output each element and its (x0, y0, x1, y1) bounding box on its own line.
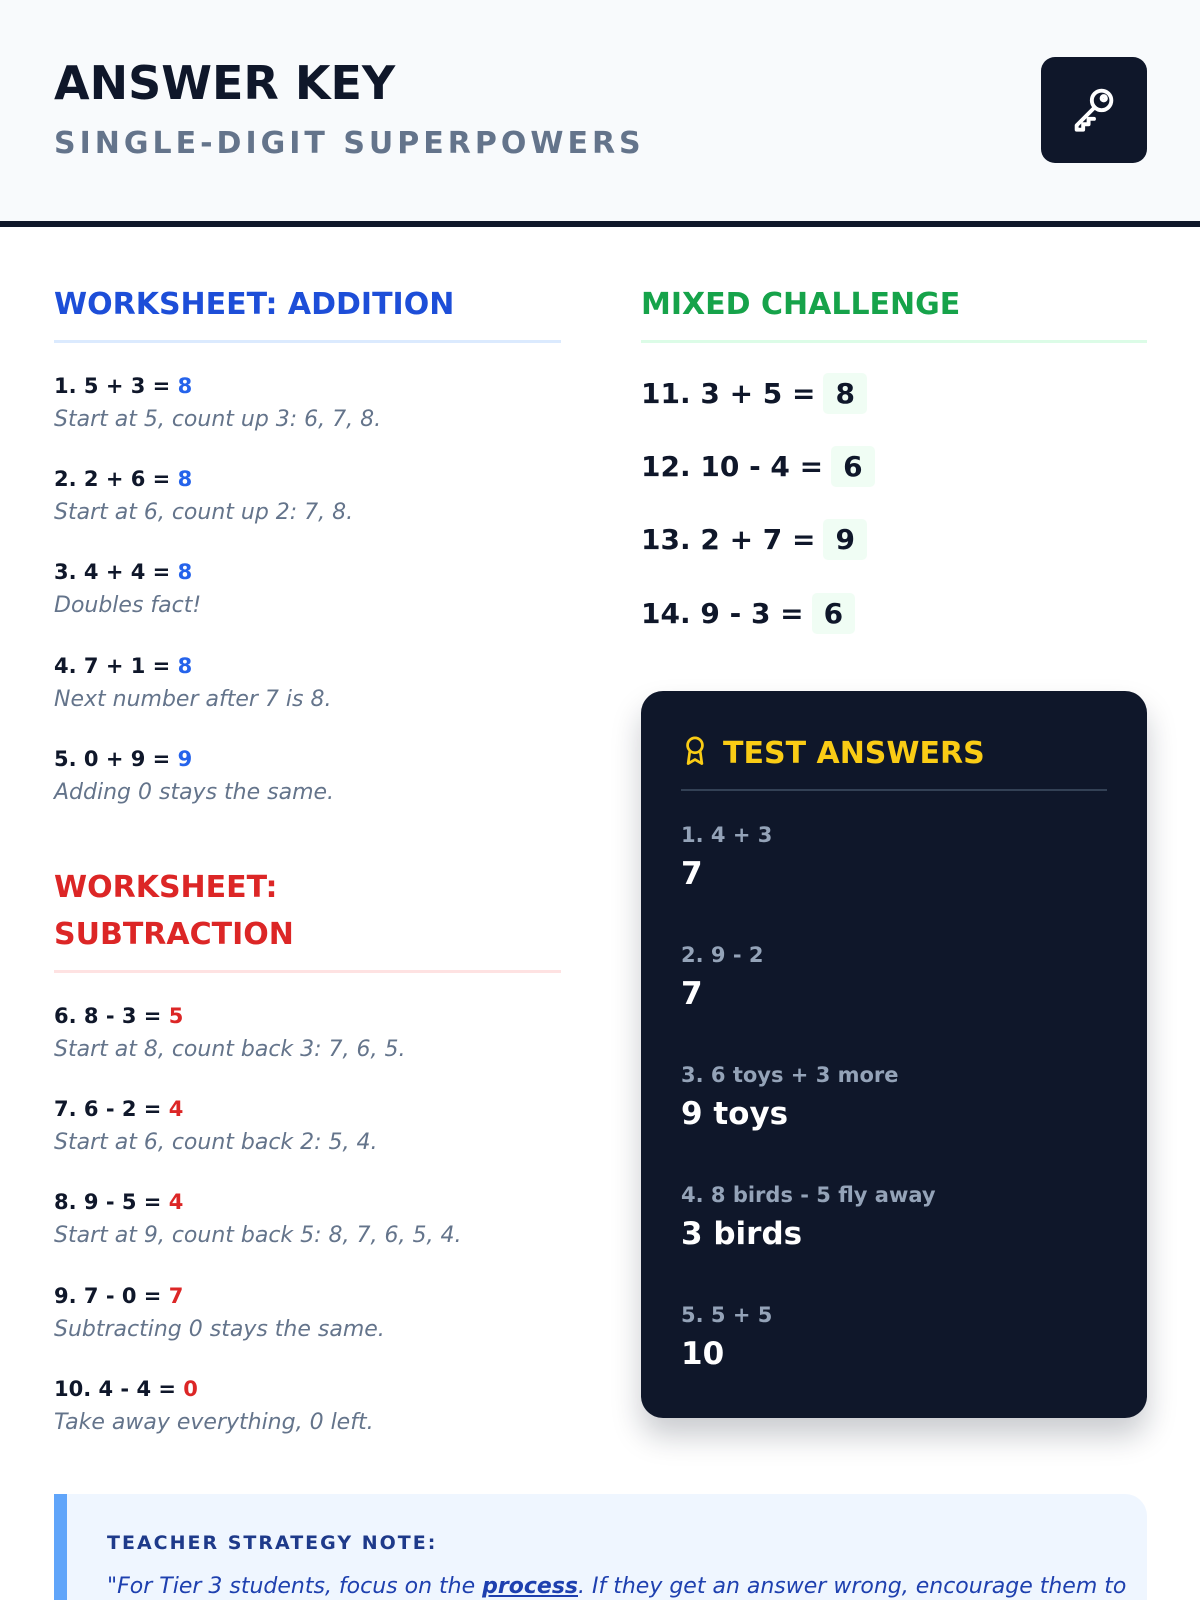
test-question: 2. 9 - 2 (681, 943, 764, 967)
teacher-note (54, 1494, 1147, 1600)
mixed-item-12: 12. 10 - 4 = 6 (641, 446, 875, 487)
test-answer: 7 (681, 976, 703, 1012)
test-question: 1. 4 + 3 (681, 823, 773, 847)
key-icon (1068, 82, 1120, 138)
teacher-note-title: TEACHER STRATEGY NOTE: (107, 1532, 438, 1554)
mixed-divider (641, 340, 1147, 343)
subtraction-answer: 5 (168, 1004, 184, 1028)
page-title: ANSWER KEY (54, 56, 396, 110)
mixed-answer: 9 (823, 519, 866, 560)
test-answer: 10 (681, 1336, 725, 1372)
test-answers-title: TEST ANSWERS (723, 735, 985, 771)
addition-hint: Start at 5, count up 3: 6, 7, 8. (54, 407, 382, 432)
subtraction-divider (54, 970, 561, 973)
subtraction-item-7: 7. 6 - 2 = 4 (54, 1097, 184, 1121)
subtraction-answer: 7 (168, 1284, 184, 1308)
addition-divider (54, 340, 561, 343)
subtraction-title: WORKSHEET: SUBTRACTION (54, 870, 294, 952)
award-icon (681, 735, 709, 771)
subtraction-item-10: 10. 4 - 4 = 0 (54, 1377, 198, 1401)
addition-title: WORKSHEET: ADDITION (54, 287, 455, 322)
test-question: 4. 8 birds - 5 fly away (681, 1183, 936, 1207)
subtraction-hint: Subtracting 0 stays the same. (54, 1317, 385, 1342)
test-answers-divider (681, 789, 1107, 791)
addition-answer: 8 (177, 467, 193, 491)
subtraction-answer: 4 (168, 1190, 184, 1214)
subtraction-item-9: 9. 7 - 0 = 7 (54, 1284, 184, 1308)
key-badge (1041, 57, 1147, 163)
addition-hint: Start at 6, count up 2: 7, 8. (54, 500, 354, 525)
subtraction-answer: 4 (168, 1097, 184, 1121)
addition-item-2: 2. 2 + 6 = 8 (54, 467, 193, 491)
test-answer: 7 (681, 856, 703, 892)
subtraction-hint: Take away everything, 0 left. (54, 1410, 374, 1435)
subtraction-item-8: 8. 9 - 5 = 4 (54, 1190, 184, 1214)
addition-answer: 8 (177, 654, 193, 678)
subtraction-hint: Start at 9, count back 5: 8, 7, 6, 5, 4. (54, 1223, 462, 1248)
test-answer: 3 birds (681, 1216, 803, 1252)
mixed-item-14: 14. 9 - 3 = 6 (641, 593, 855, 634)
addition-item-1: 1. 5 + 3 = 8 (54, 374, 193, 398)
addition-item-3: 3. 4 + 4 = 8 (54, 560, 193, 584)
addition-item-5: 5. 0 + 9 = 9 (54, 747, 193, 771)
mixed-item-13: 13. 2 + 7 = 9 (641, 519, 867, 560)
mixed-answer: 8 (823, 373, 866, 414)
addition-item-4: 4. 7 + 1 = 8 (54, 654, 193, 678)
subtraction-item-6: 6. 8 - 3 = 5 (54, 1004, 184, 1028)
test-question: 5. 5 + 5 (681, 1303, 773, 1327)
test-answers-card (641, 691, 1147, 1418)
subtraction-answer: 0 (183, 1377, 198, 1401)
addition-answer: 8 (177, 560, 193, 584)
mixed-answer: 6 (812, 593, 855, 634)
addition-hint: Adding 0 stays the same. (54, 780, 335, 805)
mixed-item-11: 11. 3 + 5 = 8 (641, 373, 867, 414)
addition-answer: 8 (177, 374, 193, 398)
addition-answer: 9 (177, 747, 193, 771)
test-answers-header (681, 735, 985, 771)
teacher-note-text: "For Tier 3 students, focus on the process. If they get an answer wrong, encourage them to (107, 1574, 1127, 1599)
subtraction-hint: Start at 6, count back 2: 5, 4. (54, 1130, 378, 1155)
page-subtitle: SINGLE-DIGIT SUPERPOWERS (54, 126, 645, 161)
addition-hint: Next number after 7 is 8. (54, 687, 332, 712)
mixed-answer: 6 (831, 446, 874, 487)
addition-hint: Doubles fact! (54, 593, 202, 618)
subtraction-hint: Start at 8, count back 3: 7, 6, 5. (54, 1037, 406, 1062)
test-question: 3. 6 toys + 3 more (681, 1063, 899, 1087)
test-answer: 9 toys (681, 1096, 789, 1132)
mixed-title: MIXED CHALLENGE (641, 287, 961, 322)
page-header (0, 0, 1200, 227)
